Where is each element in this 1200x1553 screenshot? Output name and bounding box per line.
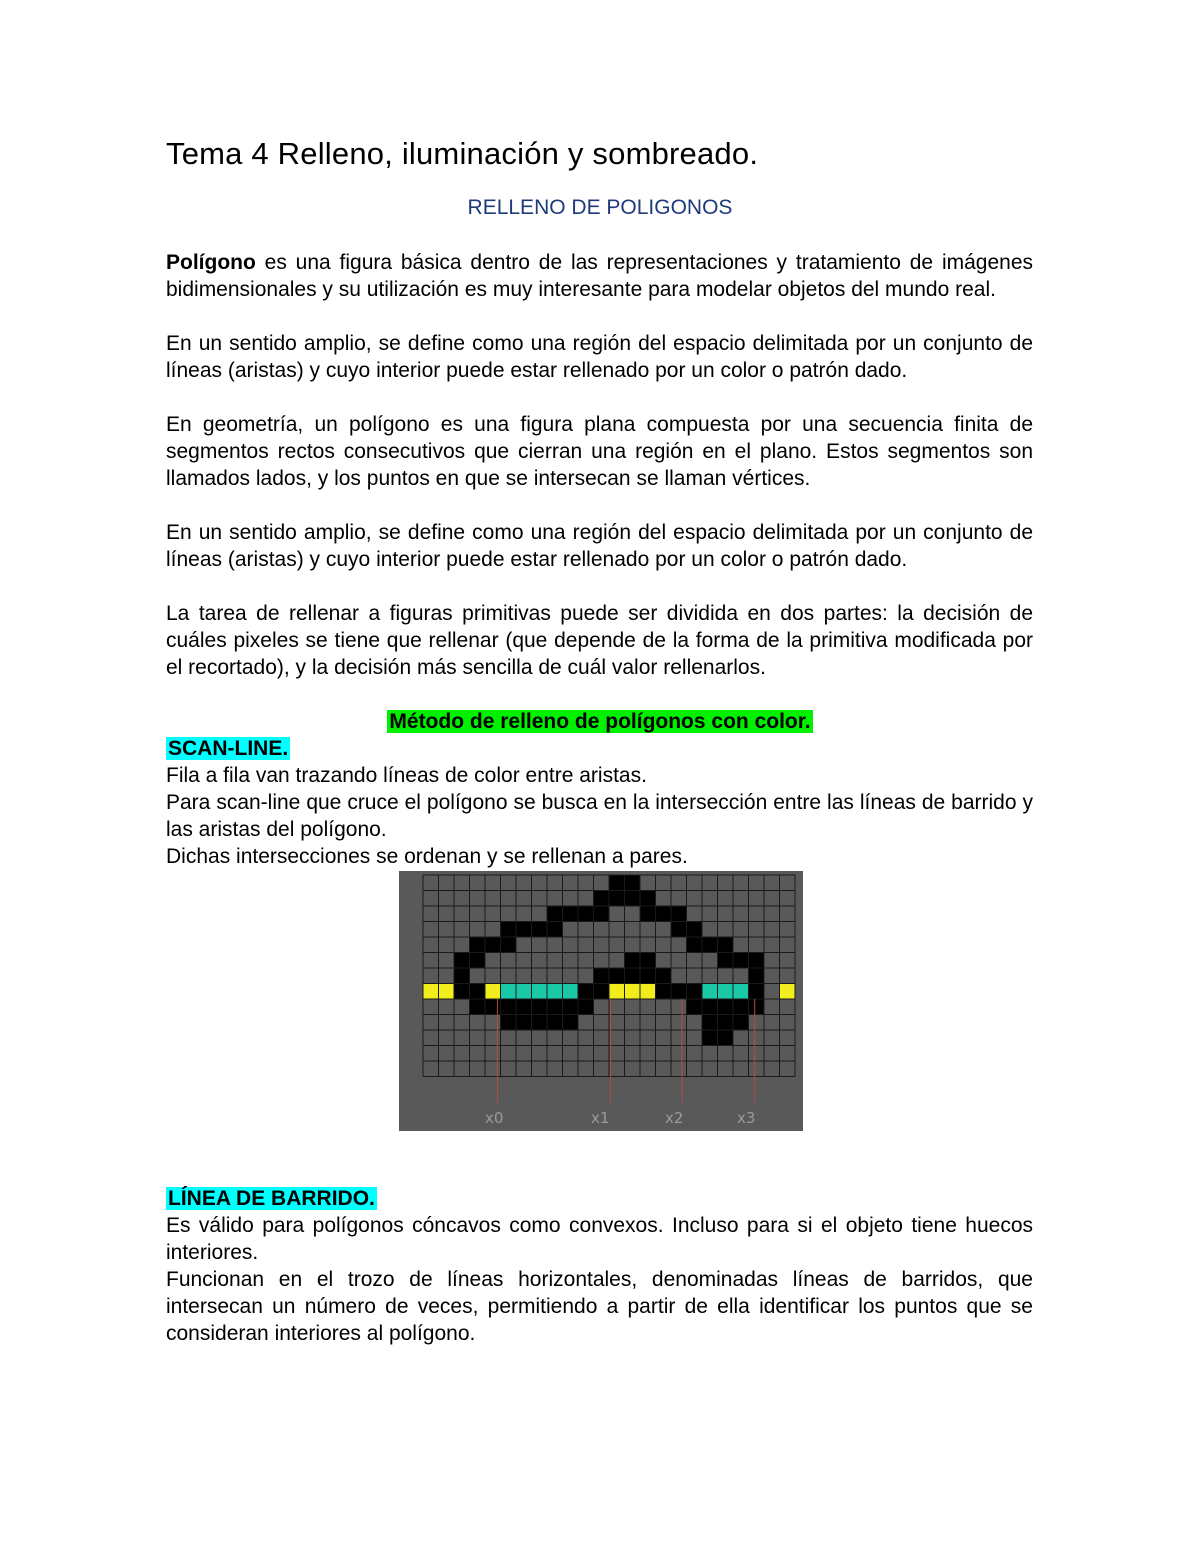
scanline-paragraph-2: Para scan-line que cruce el polígono se busca en la intersección entre las líneas de barrido y las aristas del polígono. [166,791,1033,841]
pixel-edge [687,937,703,953]
pixel-edge [485,937,501,953]
pixel-edge [516,1015,532,1031]
pixel-edge [749,968,765,984]
pixel-edge [702,937,718,953]
term-poligono: Polígono [166,251,256,274]
pixel-edge [640,891,656,907]
pixel-inside [702,984,718,1000]
pixel-edge [733,999,749,1015]
pixel-edge [485,999,501,1015]
pixel-edge [454,968,470,984]
pixel-edge [656,906,672,922]
section-subtitle: RELLENO DE POLIGONOS [467,196,733,219]
pixel-edge [578,999,594,1015]
pixel-edge [718,999,734,1015]
pixel-edge [501,999,517,1015]
pixel-inside [532,984,548,1000]
pixel-edge [532,922,548,938]
pixel-edge [671,906,687,922]
pixel-edge [687,984,703,1000]
paragraph-poligono-text: es una figura básica dentro de las representaciones y tratamiento de imágenes bidimensionales y su utilización es muy interesante para modelar objetos del mundo real. [166,251,1033,301]
pixel-outside [609,984,625,1000]
pixel-edge [625,953,641,969]
pixel-edge [625,891,641,907]
pixel-inside [563,984,579,1000]
method-heading [0,708,1200,735]
label-x2: x2 [665,1109,684,1127]
pixel-edge [547,999,563,1015]
scanline-figure [399,871,803,1131]
pixel-edge [702,1015,718,1031]
pixel-edge [671,922,687,938]
pixel-edge [609,891,625,907]
paragraph-sentido-amplio-2: En un sentido amplio, se define como una región del espacio delimitada por un conjunto de líneas (aristas) y cuyo interior puede estar rellenado por un color o patrón dado. [166,521,1033,571]
scanline-heading-text: SCAN-LINE. [168,737,289,760]
pixel-edge [563,999,579,1015]
barrido-heading [166,1185,377,1212]
barrido-paragraph-1: Es válido para polígonos cóncavos como convexos. Incluso para si el objeto tiene huecos interiores. [166,1214,1033,1264]
scanline-heading [166,735,290,762]
pixel-edge [749,953,765,969]
pixel-edge [640,968,656,984]
pixel-edge [609,968,625,984]
pixel-inside [733,984,749,1000]
pixel-edge [609,875,625,891]
scanline-paragraph-3: Dichas intersecciones se ordenan y se rellenan a pares. [166,845,688,868]
barrido-heading-text: LÍNEA DE BARRIDO. [168,1187,375,1210]
pixel-edge [547,906,563,922]
pixel-edge [578,906,594,922]
pixel-edge [454,984,470,1000]
pixel-edge [625,875,641,891]
pixel-edge [733,1015,749,1031]
pixel-edge [749,999,765,1015]
pixel-edge [516,999,532,1015]
pixel-edge [718,1015,734,1031]
pixel-inside [718,984,734,1000]
scanline-paragraph-1: Fila a fila van trazando líneas de color entre aristas. [166,764,647,787]
pixel-edge [547,1015,563,1031]
label-x1: x1 [591,1109,610,1127]
pixel-edge [532,999,548,1015]
pixel-edge [656,984,672,1000]
pixel-edge [578,984,594,1000]
pixel-edge [532,1015,548,1031]
pixel-outside [439,984,455,1000]
pixel-edge [547,922,563,938]
pixel-outside [485,984,501,1000]
paragraph-tarea-rellenar: La tarea de rellenar a figuras primitivas puede ser dividida en dos partes: la decisión de cuáles pixeles se tiene que rellenar (que depende de la forma de la primitiva modificada por el recortado), y la decisión más sencilla de cuál valor rellenarlos. [166,602,1033,679]
label-x3: x3 [737,1109,756,1127]
method-heading-text: Método de relleno de polígonos con color. [389,710,811,733]
pixel-inside [516,984,532,1000]
document-title: Tema 4 Relleno, iluminación y sombreado. [166,136,759,171]
pixel-edge [516,922,532,938]
pixel-edge [702,999,718,1015]
pixel-outside [423,984,439,1000]
pixel-edge [563,906,579,922]
pixel-outside [780,984,796,1000]
pixel-edge [718,1030,734,1046]
paragraph-poligono [166,249,1033,303]
pixel-edge [671,984,687,1000]
pixel-edge [501,922,517,938]
pixel-edge [718,937,734,953]
pixel-edge [718,953,734,969]
pixel-edge [640,953,656,969]
pixel-edge [454,953,470,969]
pixel-edge [594,968,610,984]
pixel-edge [687,999,703,1015]
pixel-outside [625,984,641,1000]
label-x0: x0 [485,1109,504,1127]
pixel-edge [501,937,517,953]
pixel-edge [501,1015,517,1031]
pixel-edge [470,999,486,1015]
pixel-edge [594,891,610,907]
pixel-edge [470,953,486,969]
pixel-edge [702,1030,718,1046]
pixel-edge [640,906,656,922]
pixel-edge [563,1015,579,1031]
pixel-edge [470,984,486,1000]
pixel-edge [656,968,672,984]
pixel-inside [501,984,517,1000]
pixel-edge [470,937,486,953]
paragraph-sentido-amplio-1: En un sentido amplio, se define como una región del espacio delimitada por un conjunto de líneas (aristas) y cuyo interior puede estar rellenado por un color o patrón dado. [166,332,1033,382]
paragraph-geometria: En geometría, un polígono es una figura plana compuesta por una secuencia finita de segmentos rectos consecutivos que cierran una región en el plano. Estos segmentos son llamados lados, y los puntos en que se intersecan se llaman vértices. [166,413,1033,490]
pixel-edge [687,922,703,938]
pixel-outside [640,984,656,1000]
pixel-inside [547,984,563,1000]
pixel-edge [625,968,641,984]
pixel-edge [594,906,610,922]
barrido-paragraph-2: Funcionan en el trozo de líneas horizontales, denominadas líneas de barridos, que intersecan un número de veces, permitiendo a partir de ella identificar los puntos que se consideran interiores al polígono. [166,1268,1033,1345]
pixel-edge [594,984,610,1000]
pixel-edge [749,984,765,1000]
pixel-edge [733,953,749,969]
